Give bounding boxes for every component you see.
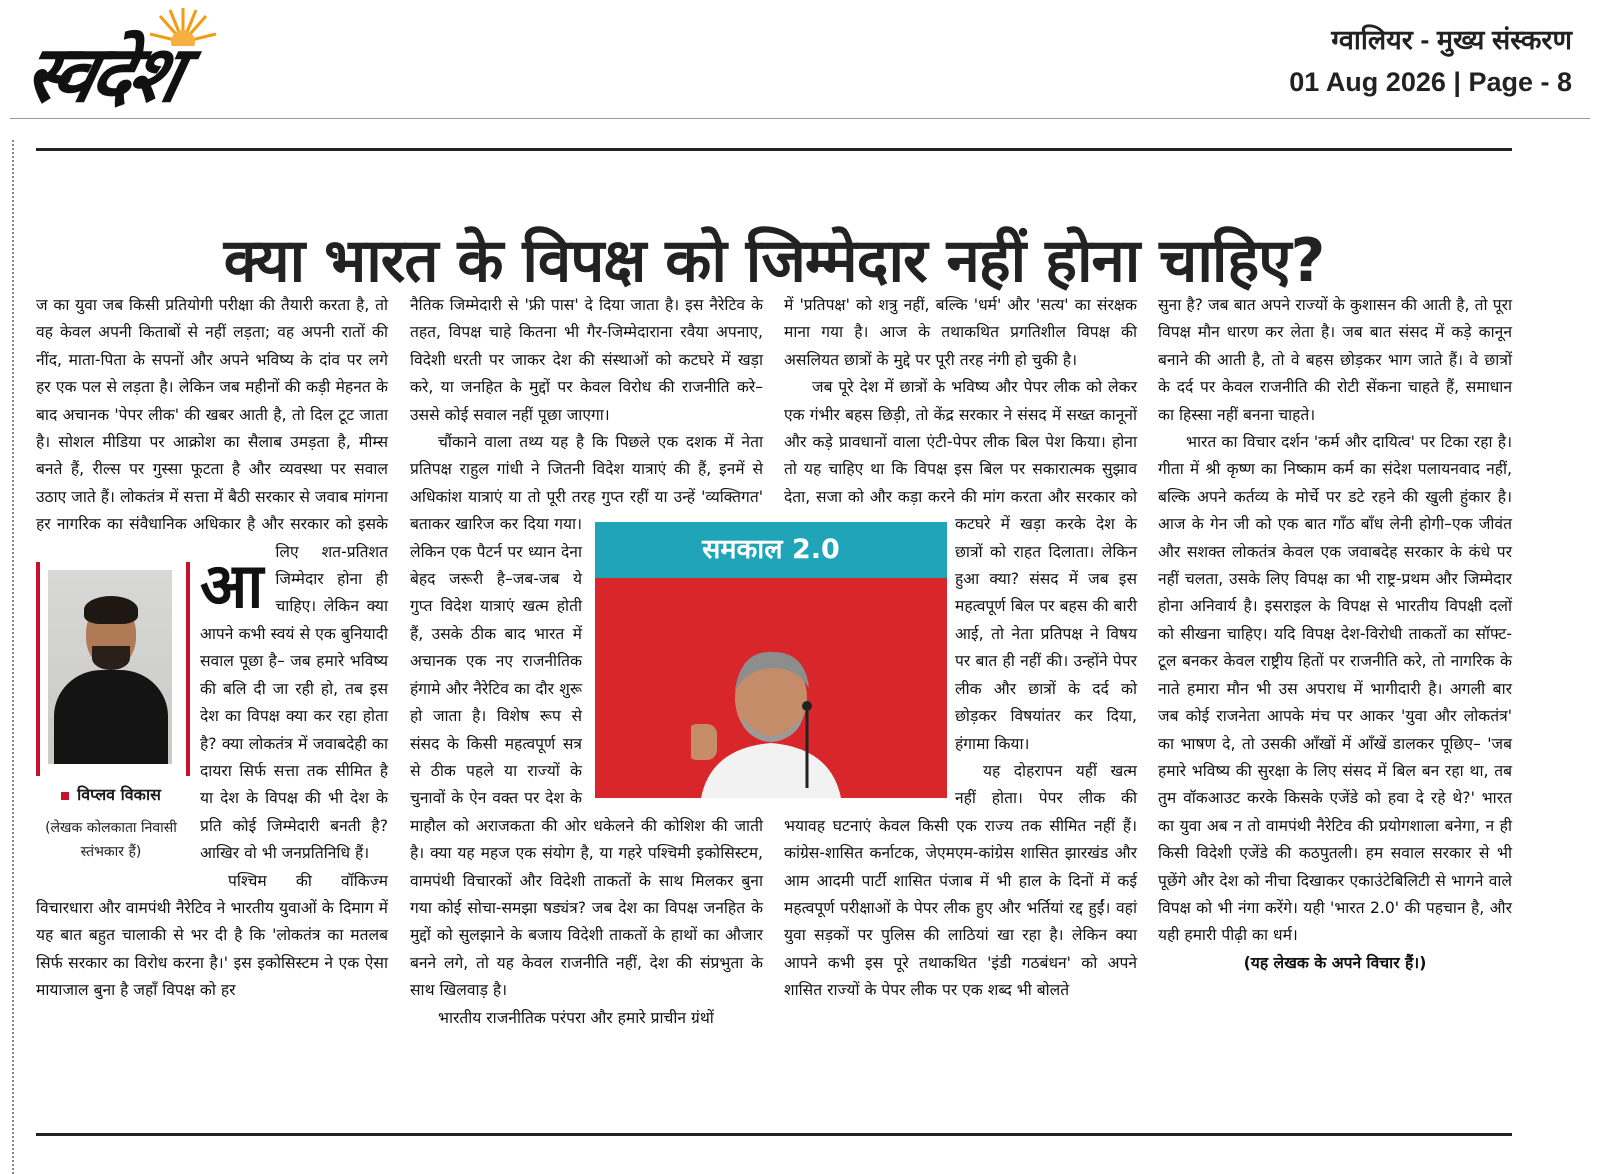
top-rule: [36, 148, 1512, 151]
closing-note: (यह लेखक के अपने विचार हैं।): [1243, 953, 1427, 972]
author-byline: [36, 784, 186, 806]
paragraph: भारतीय राजनीतिक परंपरा और हमारे प्राचीन ग्रंथों: [438, 1008, 714, 1027]
paragraph-text: ज का युवा जब किसी प्रतियोगी परीक्षा की तैयारी करता है, तो वह केवल अपनी किताबों से नहीं लड़ता; वह अपनी रातों की नींद, माता-पिता के सपनों और अपने भविष्य के दांव पर लगे हर एक पल से लड़ता है। लेकिन जब महीनों की कड़ी मेहनत के बाद अचानक 'पेपर लीक' की खबर आती है, तो दिल टूट जाता है। सोशल मीडिया पर आक्रोश का सैलाब उमड़ता है, मीम्स बनते हैं, रील्स पर गुस्सा फूटता है और व्यवस्था पर सवाल उठाए जाते हैं। लोकतंत्र में सत्ता में बैठी सरकार से जवाब मांगना हर नागरिक का संवैधानिक अधिकार है और सरकार को इसके लिए शत-प्रतिशत जिम्मेदार होना ही चाहिए। लेकिन क्या आपने कभी स्वयं से एक बुनियादी सवाल पूछा है– जब हमारे भविष्य की बलि दी जा रही हो, तब इस देश का विपक्ष क्या कर रहा होता है? क्या लोकतंत्र में जवाबदेही का दायरा सिर्फ सत्ता तक सीमित है या देश के विपक्ष की भी देश के प्रति कोई जिम्मेदारी बनती है? आखिर वो भी जनप्रतिनिधि हैं।: [36, 296, 388, 863]
paragraph: नैतिक जिम्मेदारी से 'फ्री पास' दे दिया जाता है। इस नैरेटिव के तहत, विपक्ष चाहे कितना भी गैर-जिम्मेदाराना रवैया अपनाए, विदेशी धरती पर जाकर देश की संस्थाओं को कटघरे में खड़ा करे, या जनहित के मुद्दों पर केवल विरोध की राजनीति करे–उससे कोई सवाल नहीं पूछा जाएगा।: [410, 296, 763, 424]
dateline: [1289, 67, 1572, 98]
article-photo: [595, 522, 947, 798]
author-box: [36, 562, 186, 889]
page-margin-dots: [12, 140, 14, 1174]
author-photo: [48, 570, 172, 764]
edition-label: ग्वालियर - मुख्य संस्करण: [1331, 25, 1572, 55]
photo-background: [595, 578, 947, 798]
paragraph: सुना है? जब बात अपने राज्यों के कुशासन की आती है, तो पूरा विपक्ष मौन धारण कर लेता है। जब बात संसद में कड़े कानून बनाने की आती है, तो वे बहस छोड़कर भाग जाते हैं। वे छात्रों के दर्द पर केवल राजनीति की रोटी सेंकना चाहते हैं, समाधान का हिस्सा नहीं बनना चाहते।: [1158, 296, 1512, 424]
column-4: [1158, 292, 1512, 977]
masthead-title: स्वदेश: [16, 30, 188, 120]
author-note: (लेखक कोलकाता निवासी स्तंभकार हैं): [45, 820, 177, 860]
paragraph: चौंकाने वाला तथ्य यह है कि पिछले एक दशक में नेता प्रतिपक्ष राहुल गांधी ने जितनी विदेश यात्राएं की हैं, इनमें से अधिकांश यात्राएं या तो पूरी तरह गुप्त रहीं या उन्हें 'व्यक्तिगत' बताकर खारिज कर दिया गया। लेकिन एक पैटर्न पर ध्यान देना बेहद जरूरी है–जब-जब ये गुप्त विदेश यात्राएं खत्म होती हैं, उसके ठीक बाद भारत में अचानक एक नए राजनीतिक हंगामे और नैरेटिव का दौर शुरू हो जाता है। विशेष रूप से संसद के किसी महत्वपूर्ण सत्र से ठीक पहले या राज्यों के चुनावों के ऐन वक्त पर देश के माहौल को अराजकता की ओर धकेलने की कोशिश की जाती है। क्या यह महज एक संयोग है, या गहरे पश्चिमी इकोसिस्टम, वामपंथी विचारकों और विदेशी ताकतों के साथ मिलकर बुना गया कोई सोचा-समझा षड्यंत्र? जब देश का विपक्ष जनहित के मुद्दों को सुलझाने के बजाय विदेशी ताकतों के हाथों का औजार बनने लगे, तो यह केवल राजनीति नहीं, देश की संप्रभुता के साथ खिलवाड़ है।: [410, 433, 764, 1000]
header-divider: [10, 118, 1590, 119]
photo-title: समकाल 2.0: [702, 534, 840, 565]
paragraph: जब पूरे देश में छात्रों के भविष्य और पेपर लीक को लेकर एक गंभीर बहस छिड़ी, तो केंद्र सरकार ने संसद में सख्त कानूनों और कड़े प्रावधानों वाला एंटी-पेपर लीक बिल पेश किया। होना तो यह चाहिए था कि विपक्ष इस बिल पर सकारात्मक सुझाव देता, सजा को और कड़ा करने की मांग करता और सरकार को कटघरे में खड़ा करके देश के छात्रों को राहत दिलाता। लेकिन हुआ क्या? संसद में जब इस महत्वपूर्ण बिल पर बहस की बारी आई, तो नेता प्रतिपक्ष ने विषय पर बात ही नहीं की। उन्होंने पेपर लीक और छात्रों के दर्द को छोड़कर विषयांतर कर दिया, हंगामा किया।: [784, 378, 1137, 753]
page-number: | Page - 8: [1453, 67, 1572, 97]
drop-cap: आ: [200, 549, 264, 622]
article-headline: क्या भारत के विपक्ष को जिम्मेदार नहीं होना चाहिए?: [223, 226, 1325, 297]
author-name: विप्लव विकास: [77, 785, 161, 804]
edition-info: [1289, 20, 1572, 98]
bottom-rule: [36, 1133, 1512, 1136]
paragraph: यह दोहरापन यहीं खत्म नहीं होता। पेपर लीक की भयावह घटनाएं केवल किसी एक राज्य तक सीमित नहीं हैं। कांग्रेस-शासित कर्नाटक, जेएमएम-कांग्रेस शासित झारखंड और आम आदमी पार्टी शासित पंजाब में भी हाल के दिनों में कई महत्वपूर्ण परीक्षाओं के पेपर लीक हुए और भर्तियां रद्द हुईं। वहां युवा सड़कों पर पुलिस की लाठियां खा रहा है। लेकिन क्या आपने कभी इस पूरे तथाकथित 'इंडी गठबंधन' को अपने शासित राज्यों के पेपर लीक पर एक शब्द भी बोलते: [784, 761, 1137, 1000]
paragraph: भारत का विचार दर्शन 'कर्म और दायित्व' पर टिका रहा है। गीता में श्री कृष्ण का निष्काम कर्म का संदेश पलायनवाद नहीं, बल्कि अपने कर्तव्य के मोर्चे पर डटे रहने की खुली हुंकार है। आज के गेन जी को एक बात गाँठ बाँध लेनी होगी–एक जीवंत और सशक्त लोकतंत्र केवल एक जवाबदेह सरकार के कंधे पर नहीं चलता, उसके लिए विपक्ष का भी राष्ट्र-प्रथम और जिम्मेदार होना अनिवार्य है। इसराइल के विपक्ष से भारतीय विपक्षी दलों को सीखना चाहिए। यदि विपक्ष देश-विरोधी ताकतों का सॉफ्ट-टूल बनकर केवल राष्ट्रीय हितों पर राजनीति करे, तो नागरिक के नाते हमारा मौन भी उस अपराध में भागीदारी है। अगली बार जब कोई राजनेता आपके मंच पर आकर 'युवा और लोकतंत्र' का भाषण दे, तो उसकी आँखों में आँखें डालकर पूछिए– 'जब हमारे भविष्य की सुरक्षा के लिए संसद में बिल बन रहा था, तब तुम वॉकआउट करके किसके एजेंडे को हवा दे रहे थे?' भारत का युवा अब न तो वामपंथी नैरेटिव की प्रयोगशाला बनेगा, न ही किसी विदेशी एजेंडे की कठपुतली। हम सवाल सरकार से भी पूछेंगे और देश को नीचा दिखाकर एकाउंटेबिलिटी से भागने वाले विपक्ष को भी नंगा करेंगे। यही 'भारत 2.0' की पहचान है, और यही हमारी पीढ़ी का धर्म।: [1158, 433, 1512, 945]
paragraph: पश्चिम की वॉकिज्म विचारधारा और वामपंथी नैरेटिव ने भारतीय युवाओं के दिमाग में यह बात बहुत चालाकी से भर दी है कि 'लोकतंत्र का मतलब सिर्फ सरकार का विरोध करना है।' इस इकोसिस्टम ने एक ऐसा मायाजाल बुना है जहाँ विपक्ष को हर: [36, 871, 388, 1000]
bullet-icon: [61, 792, 69, 800]
masthead-logo: [16, 6, 326, 120]
paragraph: में 'प्रतिपक्ष' को शत्रु नहीं, बल्कि 'धर्म' और 'सत्य' का संरक्षक माना गया है। आज के तथाकथित प्रगतिशील विपक्ष की असलियत छात्रों के मुद्दे पर पूरी तरह नंगी हो चुकी है।: [784, 296, 1137, 369]
politician-figure-icon: [691, 638, 851, 798]
issue-date: 01 Aug 2026: [1289, 67, 1446, 97]
